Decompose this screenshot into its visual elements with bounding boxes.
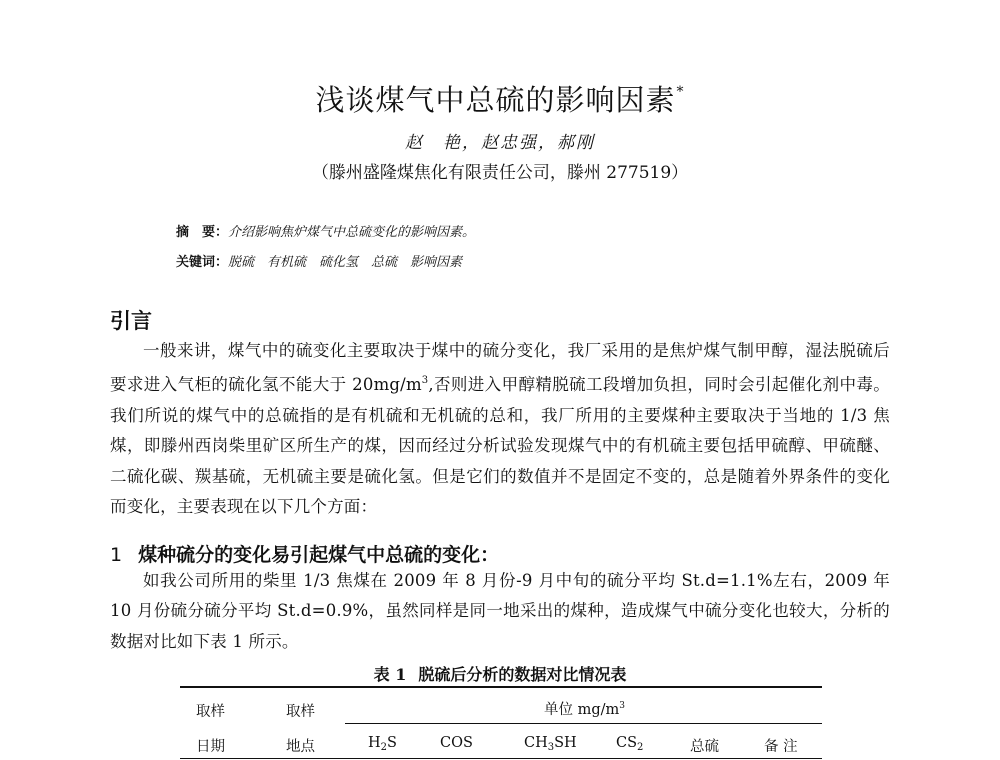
h2s-subscript: 2 [380,742,388,753]
ch3sh-main: CH [524,735,548,751]
table1-caption [0,662,1000,685]
table1-caption-text: 脱硫后分析的数据对比情况表 [418,665,627,684]
keywords-text: 脱硫 有机硫 硫化氢 总硫 影响因素 [228,255,463,270]
title-footnote-mark: * [676,84,685,100]
col-header-date-line2: 日期 [196,739,225,755]
table1-caption-number: 表 1 [373,665,407,684]
section1-title: 煤种硫分的变化易引起煤气中总硫的变化： [138,544,500,566]
cs2-main: CS [616,735,638,751]
affiliation: （滕州盛隆煤焦化有限责任公司，滕州 277519） [311,163,689,183]
h2s-tail: S [387,735,397,751]
col-header-remarks: 备 注 [764,739,798,755]
intro-unit-superscript: 3 [421,375,429,387]
table-top-rule [180,686,822,688]
intro-paragraph [110,336,890,522]
keywords-label: 关键词： [176,255,229,270]
paper-title [0,78,1000,119]
intro-text-part1: 一般来讲，煤气中的硫变化主要取决于煤中的硫分变化，我厂采用的是焦炉煤气制甲醇，湿法脱硫后要求进入气柜的硫化氢不能大于 20mg/m [110,341,890,395]
ch3sh-tail: SH [554,735,577,751]
keywords [176,251,462,270]
col-header-cs2 [616,735,643,753]
unit-superscript: 3 [619,701,626,711]
col-header-h2s [368,735,397,753]
ch3sh-subscript: 3 [547,742,555,753]
unit-label: 单位 mg/m [544,702,620,718]
col-header-date-line1: 取样 [196,704,225,720]
table-unit-rule [345,723,822,724]
col-header-ch3sh [524,735,577,753]
col-header-site-line1: 取样 [286,704,315,720]
abstract-label: 摘 要： [176,225,229,240]
intro-text-part2: ,否则进入甲醇精脱硫工段增加负担，同时会引起催化剂中毒。我们所说的煤气中的总硫指的是有机硫和无机硫的总和，我厂所用的主要煤种主要取决于当地的 1/3 焦煤，即滕州西岗柴里矿区所生产的煤，因而经过分析试验发现煤气中的有机硫主要包括甲硫醇、甲硫醚、二硫化碳、羰基硫，无机硫主要是硫化氢。但是它们的数值并不是固定不变的，总是随着外界条件的变化而变化，主要表现在以下几个方面： [110,375,890,517]
unit-header [544,698,625,719]
table-header-bottom-rule [180,758,822,759]
section1-heading [110,540,499,567]
abstract-text: 介绍影响焦炉煤气中总硫变化的影响因素。 [228,225,476,240]
col-header-cos: COS [440,735,473,751]
title-text: 浅谈煤气中总硫的影响因素 [315,83,676,117]
author-list: 赵 艳，赵忠强，郝刚 [405,133,595,153]
cs2-subscript: 2 [637,742,644,753]
section1-paragraph: 如我公司所用的柴里 1/3 焦煤在 2009 年 8 月份-9 月中旬的硫分平均 St.d=1.1%左右，2009 年 10 月份硫分硫分平均 St.d=0.9%，虽然同样是同一地采出的煤种，造成煤气中硫分变化也较大，分析的数据对比如下表 1 所示。 [110,571,890,651]
section1-number: 1 [110,544,123,566]
h2s-main: H [368,735,381,751]
col-header-total-sulfur: 总硫 [690,739,719,755]
col-header-site-line2: 地点 [286,739,315,755]
intro-heading: 引言 [110,309,152,333]
abstract [176,221,475,240]
